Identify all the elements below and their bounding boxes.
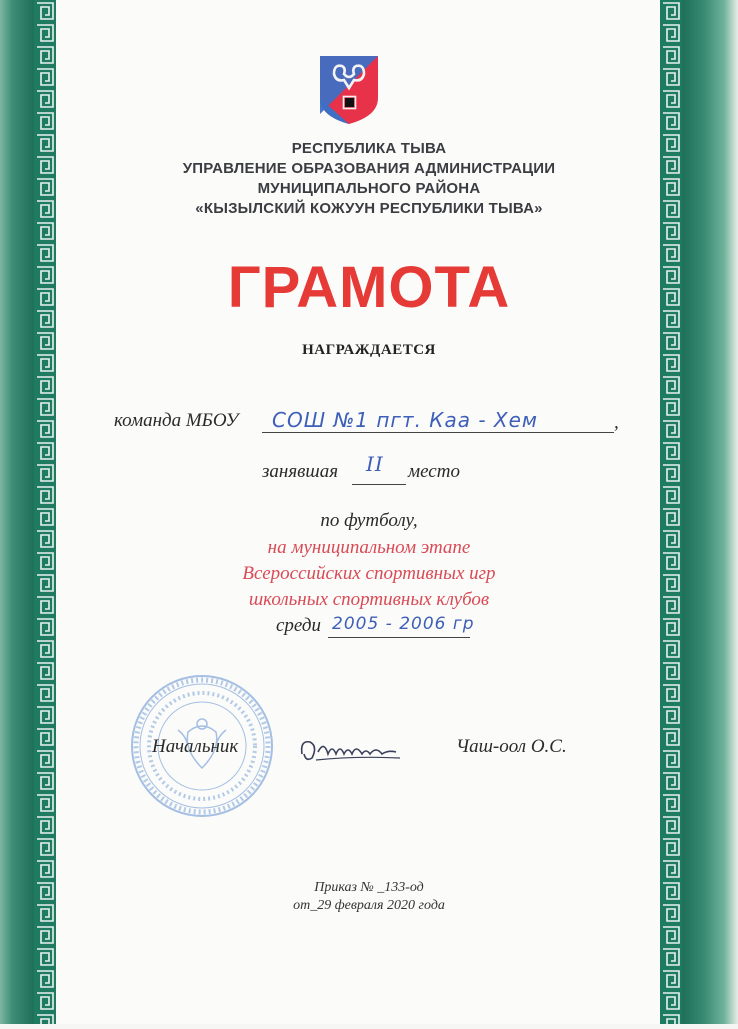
order-number: Приказ № _133-од [314,880,424,895]
among-label: среди [276,615,322,636]
header-district: МУНИЦИПАЛЬНОГО РАЙОНА [257,180,481,197]
certificate-title: ГРАМОТА [227,255,511,320]
header-department: УПРАВЛЕНИЕ ОБРАЗОВАНИЯ АДМИНИСТРАЦИИ [182,160,556,177]
among-underline [328,637,470,638]
stage-line: на муниципальном этапе [267,537,471,558]
team-label: команда МБОУ [114,410,239,431]
signatory-name: Чаш-оол О.С. [456,736,567,757]
place-handwritten: II [366,452,384,476]
place-underline [352,484,406,485]
place-suffix: место [408,461,460,482]
header-kozhuun: «КЫЗЫЛСКИЙ КОЖУУН РЕСПУБЛИКИ ТЫВА» [195,200,543,217]
handwritten-signature [296,730,406,770]
team-underline [262,432,614,433]
team-name-handwritten: СОШ №1 пгт. Каа - Хем [272,408,539,432]
header-republic: РЕСПУБЛИКА ТЫВА [291,140,447,157]
signature-position: Начальник [152,736,239,757]
team-comma: , [614,412,619,433]
among-handwritten: 2005 - 2006 гр [332,614,475,634]
order-date: от_29 февраля 2020 года [293,898,445,913]
coat-of-arms-emblem [318,54,380,126]
sport-line: по футболу, [320,510,418,531]
clubs-line: школьных спортивных клубов [248,589,490,610]
place-prefix: занявшая [262,461,339,482]
awarded-label: НАГРАЖДАЕТСЯ [302,342,436,358]
games-line: Всероссийских спортивных игр [242,563,496,584]
